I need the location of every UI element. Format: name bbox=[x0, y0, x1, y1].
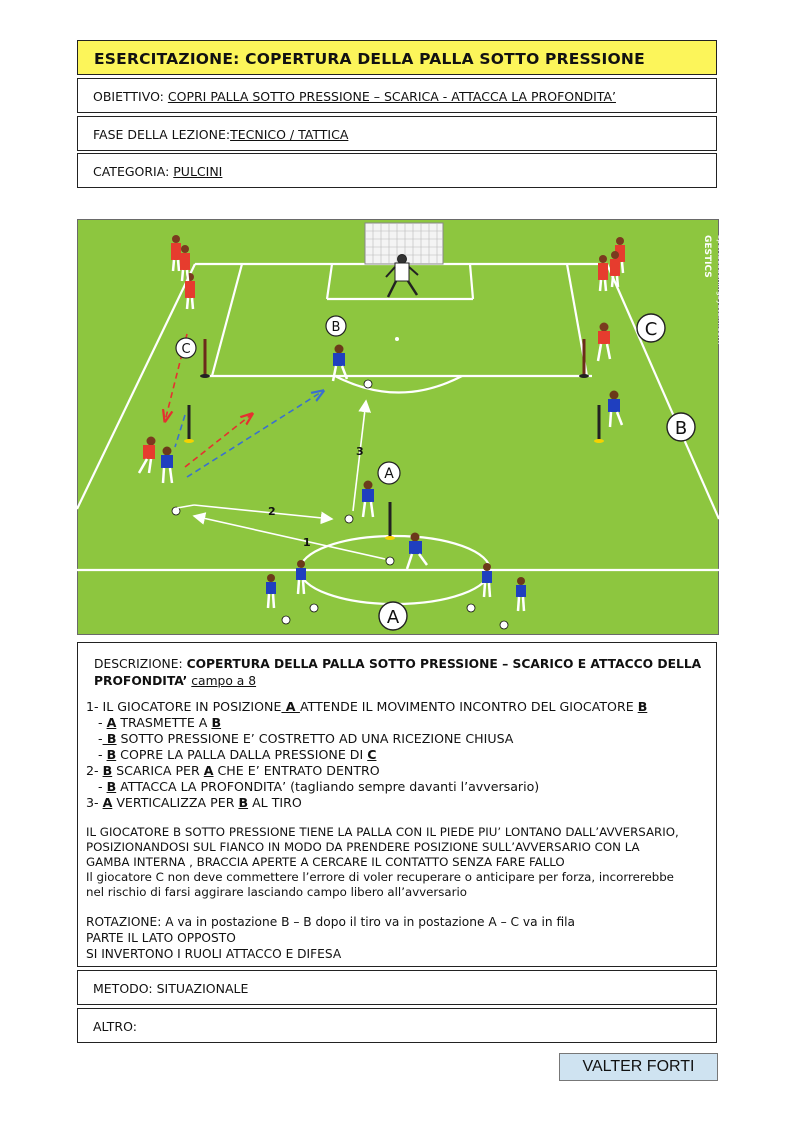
step-1: 1- IL GIOCATORE IN POSIZIONE A ATTENDE IL MOVIMENTO INCONTRO DEL GIOCATORE B bbox=[86, 699, 648, 714]
pass-number-1: 1 bbox=[303, 536, 311, 549]
rotation-line: SI INVERTONO I RUOLI ATTACCO E DIFESA bbox=[86, 947, 342, 961]
step-1b: - B SOTTO PRESSIONE E’ COSTRETTO AD UNA RICEZIONE CHIUSA bbox=[98, 731, 514, 746]
objective-label: OBIETTIVO: bbox=[93, 89, 168, 104]
note-line: nel rischio di farsi aggirare lasciando campo libero all’avversario bbox=[86, 885, 467, 899]
svg-text:A: A bbox=[384, 466, 394, 482]
svg-text:B: B bbox=[331, 320, 341, 335]
coaching-notes bbox=[86, 825, 708, 900]
svg-text:A: A bbox=[386, 607, 400, 628]
svg-text:C: C bbox=[181, 342, 191, 357]
category-row bbox=[77, 153, 717, 188]
pass-number-2: 2 bbox=[268, 505, 276, 518]
pass-number-3: 3 bbox=[356, 445, 364, 458]
label-c-left bbox=[176, 338, 196, 358]
exercise-title: ESERCITAZIONE: COPERTURA DELLA PALLA SOTTO PRESSIONE bbox=[77, 40, 717, 75]
rotation-notes bbox=[86, 914, 708, 962]
method-row: METODO: SITUAZIONALE bbox=[77, 970, 717, 1005]
step-1a: - A TRASMETTE A B bbox=[98, 715, 222, 730]
watermark-brand: GESTICS bbox=[702, 235, 712, 278]
description-box bbox=[77, 642, 717, 967]
category-label: CATEGORIA: bbox=[93, 164, 174, 179]
author-label: VALTER FORTI bbox=[559, 1053, 718, 1081]
svg-text:B: B bbox=[674, 418, 688, 439]
label-c-right bbox=[637, 314, 665, 342]
rotation-line: ROTAZIONE: A va in postazione B – B dopo il tiro va in postazione A – C va in fila bbox=[86, 915, 575, 929]
lesson-phase-row bbox=[77, 116, 717, 151]
rotation-line: PARTE IL LATO OPPOSTO bbox=[86, 931, 236, 945]
description-heading: DESCRIZIONE: COPERTURA DELLA PALLA SOTTO PRESSIONE – SCARICO E ATTACCO DELLA PROFONDITA’ campo a 8 bbox=[94, 657, 702, 688]
step-2: 2- B SCARICA PER A CHE E’ ENTRATO DENTRO bbox=[86, 763, 380, 778]
category-value: PULCINI bbox=[173, 164, 223, 179]
label-a-mid bbox=[378, 462, 400, 484]
note-line: POSIZIONANDOSI SUL FIANCO IN MODO DA PRENDERE POSIZIONE SULL’AVVERSARIO CON LA bbox=[86, 840, 640, 854]
other-row: ALTRO: bbox=[77, 1008, 717, 1043]
lesson-phase-value: TECNICO / TATTICA bbox=[230, 127, 349, 142]
step-3: 3- A VERTICALIZZA PER B AL TIRO bbox=[86, 795, 302, 810]
label-a-bottom bbox=[379, 602, 407, 630]
step-1c: - B COPRE LA PALLA DALLA PRESSIONE DI C bbox=[98, 747, 377, 762]
svg-text:C: C bbox=[644, 319, 658, 340]
note-line: Il giocatore C non deve commettere l’errore di voler recuperare o anticipare per forza, incorrerebbe bbox=[86, 870, 674, 884]
note-line: IL GIOCATORE B SOTTO PRESSIONE TIENE LA PALLA CON IL PIEDE PIU’ LONTANO DALL’AVVERSARIO, bbox=[86, 825, 679, 839]
lesson-phase-label: FASE DELLA LEZIONE: bbox=[93, 127, 231, 142]
steps-list bbox=[86, 699, 708, 811]
penalty-spot bbox=[395, 337, 399, 341]
step-2a: - B ATTACCA LA PROFONDITA’ (tagliando sempre davanti l’avversario) bbox=[98, 779, 540, 794]
watermark-site: sportscoachingsystem.com bbox=[716, 235, 725, 345]
label-b-right bbox=[667, 413, 695, 441]
objective-value: COPRI PALLA SOTTO PRESSIONE – SCARICA - ATTACCA LA PROFONDITA’ bbox=[167, 89, 616, 104]
objective-row bbox=[77, 78, 717, 113]
label-b-top bbox=[326, 316, 346, 336]
drill-diagram bbox=[77, 219, 725, 635]
note-line: GAMBA INTERNA , BRACCIA APERTE A CERCARE IL CONTATTO SENZA FARE FALLO bbox=[86, 855, 565, 869]
